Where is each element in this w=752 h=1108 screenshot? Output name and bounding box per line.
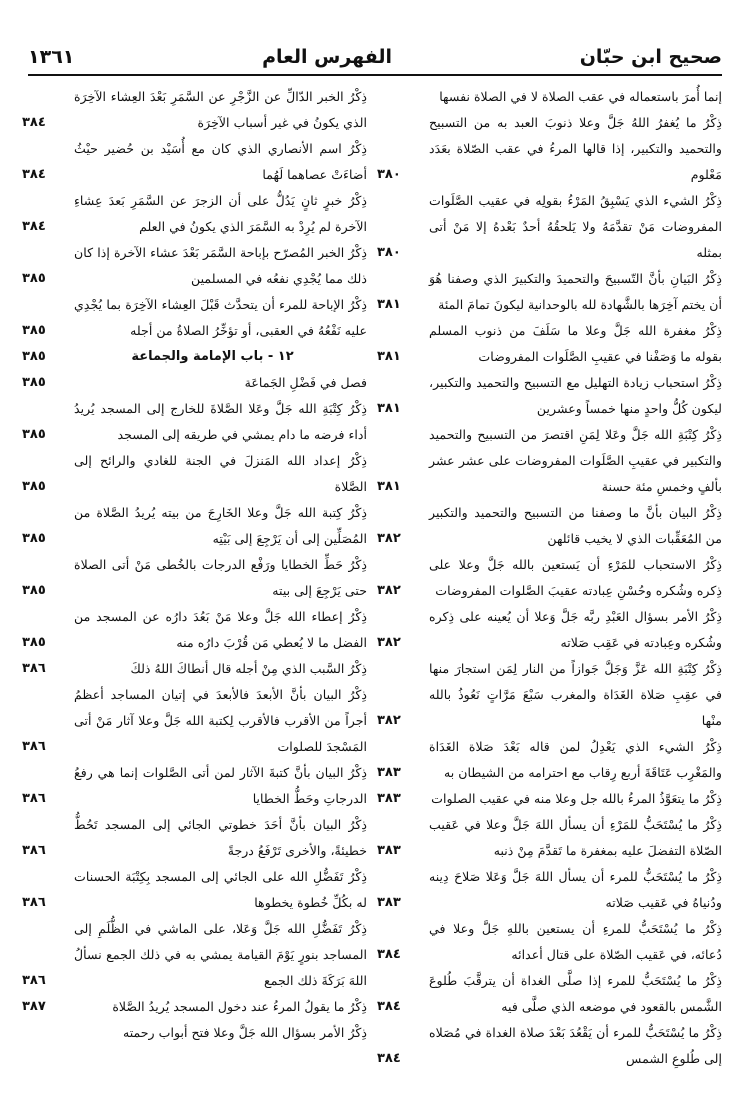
entry-page-number: ٣٨١ bbox=[377, 297, 401, 312]
entry-page-number: ٣٨٤ bbox=[22, 167, 46, 182]
entry-page-number: ٣٨٤ bbox=[22, 115, 46, 130]
entry-text: ذِكْرُ الإباحة للمرء أن يتحدَّث قَبْلَ العِشاء الآخِرَة بما يُجْدِي عليه نَفْعُهُ في العقبى، أو تؤخِّرُ الصلاةُ من أجله bbox=[74, 297, 367, 338]
index-entry bbox=[22, 760, 367, 812]
index-entry bbox=[377, 552, 722, 604]
index-entry bbox=[377, 266, 722, 318]
index-entry bbox=[377, 110, 722, 188]
entry-text: ذِكْرُ ما يقولُ المرءُ عند دخول المسجد يُريدُ الصَّلاة bbox=[112, 999, 367, 1014]
entry-text: ذِكْرُ خبرٍ ثانٍ يَدُلُّ على أن الزجرَ عن السَّمَرِ بَعدَ عِشاءِ الآخرة لم يُرِدْ به السَّمَرَ الذي يكونُ في العلم bbox=[74, 193, 367, 234]
entry-page-number: ٣٨٥ bbox=[22, 323, 46, 338]
book-title: صحيح ابن حبّان bbox=[579, 46, 722, 68]
entry-page-number: ٣٨١ bbox=[377, 479, 401, 494]
entry-page-number: ٣٨١ bbox=[377, 349, 401, 364]
entry-text: ١٢ - باب الإمامة والجماعة bbox=[131, 349, 294, 364]
index-entry bbox=[377, 84, 722, 110]
entry-page-number: ٣٨٦ bbox=[22, 661, 46, 676]
entry-page-number: ٣٨٠ bbox=[377, 245, 401, 260]
index-entry bbox=[377, 916, 722, 968]
entry-text: ذِكْرُ البيان بأنَّ كتبةَ الآثار لمن أتى الصَّلوات إنما هي رفعُ الدرجاتِ وحَطُّ الخطايا bbox=[74, 765, 367, 806]
entry-text: ذِكْرُ البيان بأنَّ الأبعدَ فالأبعدَ في إتيان المساجد أعظمُ أجراً من الأقرب فالأقرب لِكتبة الله جَلَّ وعلا آثار مَنْ أتى المَسْجدَ للصلوات bbox=[74, 687, 367, 754]
entry-text: ذِكْرُ الاستحباب للمَرْءِ أن يَستعين بالله جَلَّ وعلا على ذِكره وشُكره وحُسْنِ عِبادته عقيبَ الصَّلوات المفروضات bbox=[429, 557, 722, 598]
entry-text: ذِكْرُ ما يُسْتَحَبُّ للمَرْءِ أن يسأل اللهَ جَلَّ وعلا في عَقيب الصّلاة التفضلَ عليه بمغفرة ما تَقدَّمَ مِنْ ذنبه bbox=[429, 817, 722, 858]
section-title: الفهرس العام bbox=[262, 46, 393, 68]
entry-text: ذِكْرُ الشيء الذي يَسْبِقُ المَرْءُ بقولِه في عقيب الصَّلَوات المفروضات مَنْ تقدَّمَهُ ولا يَلحقُهُ أحدٌ بَعْدهُ إلا مَنْ أتى بمثله bbox=[429, 193, 722, 260]
entry-page-number: ٣٨٧ bbox=[22, 999, 46, 1014]
index-entry bbox=[22, 864, 367, 916]
index-entry bbox=[22, 994, 367, 1020]
section-heading bbox=[22, 344, 367, 370]
index-entry bbox=[22, 812, 367, 864]
index-entry bbox=[377, 734, 722, 786]
index-entry bbox=[377, 656, 722, 734]
entry-page-number: ٣٨٢ bbox=[377, 635, 401, 650]
entry-text: ذِكْرُ الأمر بسؤال الله جَلَّ وعلا فتح أبواب رحمته bbox=[122, 1025, 367, 1040]
index-entry bbox=[22, 136, 367, 188]
index-entry bbox=[22, 656, 367, 682]
index-entry bbox=[22, 604, 367, 656]
entry-text: ذِكْرُ الأمر بسؤال العَبْدِ ربَّه جَلَّ وَعلا أن يُعينه على ذِكره وشُكره وعِبادته في عَقِب صَلاته bbox=[429, 609, 722, 650]
index-entry bbox=[377, 500, 722, 552]
entry-page-number: ٣٨٣ bbox=[377, 791, 401, 806]
entry-text: إنما أُمرَ باستعماله في عقب الصلاة لا في الصلاة نفسها bbox=[439, 89, 722, 104]
entry-page-number: ٣٨٤ bbox=[377, 999, 401, 1014]
entry-page-number: ٣٨٥ bbox=[22, 635, 46, 650]
entry-text: ذِكْرُ استحباب زيادة التهليل مع التسبيح والتحميد والتكبير، ليكون كُلُّ واحدٍ منها خمساً وعشرين bbox=[429, 375, 722, 416]
index-entry bbox=[22, 240, 367, 292]
entry-text: ذِكْرُ البيان بأنَّ ما وصفنا من التسبيح والتحميد والتكبير من المُعَقِّبات الذي لا يخيب قائلهن bbox=[429, 505, 722, 546]
index-entry bbox=[377, 968, 722, 1020]
index-entry bbox=[22, 396, 367, 448]
entry-page-number: ٣٨٦ bbox=[22, 973, 46, 988]
index-entry bbox=[22, 916, 367, 994]
index-entry bbox=[377, 786, 722, 812]
index-entry bbox=[22, 188, 367, 240]
index-column-left bbox=[22, 84, 367, 1046]
entry-page-number: ٣٨٥ bbox=[22, 375, 46, 390]
entry-page-number: ٣٨٤ bbox=[377, 947, 401, 962]
entry-text: ذِكْرُ كِتْبَةِ الله جَلَّ وعَلا الصَّلاةَ للخارج إلى المسجد يُريدُ أداء فرضه ما دام يمشي في طريقه إلى المسجد bbox=[74, 401, 367, 442]
entry-text: ذِكْرُ ما يُسْتَحَبُّ للمرء أن يَقْعُدَ بَعْدَ صلاة الغداة في مُصَلاه إلى طُلوعِ الشمس bbox=[429, 1025, 722, 1066]
page-number: ١٣٦١ bbox=[28, 46, 75, 68]
entry-page-number: ٣٨٦ bbox=[22, 895, 46, 910]
index-entry bbox=[22, 448, 367, 500]
entry-text: ذِكْرُ ما يُسْتَحَبُّ للمرء أن يسأل اللهَ جَلَّ وَعَلا صَلاحَ دِينه ودُنياهُ في عَقيب صَلاته bbox=[429, 869, 722, 910]
entry-page-number: ٣٨٢ bbox=[377, 713, 401, 728]
entry-text: ذِكْرُ الخبر الدّالِّ عن الزَّجْرِ عن السَّمَرِ بَعْدَ العِشاء الآخِرَة الذي يكونُ في غير أسباب الآخِرَة bbox=[74, 89, 367, 130]
index-entry bbox=[377, 864, 722, 916]
entry-page-number: ٣٨٢ bbox=[377, 531, 401, 546]
index-list-left bbox=[22, 84, 367, 1046]
page-header bbox=[28, 40, 722, 76]
entry-text: ذِكْرُ ما يُسْتَحَبُّ للمرء إذا صلَّى الغداة أن يترقَّبَ طُلوعَ الشَّمس بالقعود في موضعه الذي صلَّى فيه bbox=[429, 973, 722, 1014]
entry-page-number: ٣٨٣ bbox=[377, 895, 401, 910]
index-entry bbox=[22, 682, 367, 760]
entry-text: ذِكْرُ السَّبب الذي مِنْ أجله قال أنطاكَ اللهُ ذلكَ bbox=[130, 661, 367, 676]
entry-page-number: ٣٨٥ bbox=[22, 427, 46, 442]
entry-text: ذِكْرُ ما يُغفرُ اللهُ جَلَّ وعلا ذنوبَ العبد به من التسبيح والتحميد والتكبير، إذا قالها المرءُ في عقب الصّلاة بعَدَد مَعْلوم bbox=[429, 115, 722, 182]
entry-page-number: ٣٨١ bbox=[377, 401, 401, 416]
entry-text: ذِكْرُ الخبر المُصرّح بإباحة السَّمَر بَعْدَ عشاء الآخرة إذا كان ذلك مما يُجْدِي نفعُه في المسلمين bbox=[74, 245, 367, 286]
entry-page-number: ٣٨٦ bbox=[22, 739, 46, 754]
entry-text: ذِكْرُ كِتْبَةِ الله عَزَّ وَجَلَّ جَوازاً من النار لِمَن استجارَ منها في عقِبِ صَلاة الغَدَاة والمغرب سَبْعَ مَرَّاتٍ نَعُوذُ بالله منْها bbox=[429, 661, 722, 728]
index-entry bbox=[377, 188, 722, 266]
entry-text: ذِكْرُ إعداد الله المَنزلَ في الجنة للغادي والرائح إلى الصَّلاة bbox=[74, 453, 367, 494]
index-entry bbox=[22, 84, 367, 136]
entry-page-number: ٣٨٣ bbox=[377, 765, 401, 780]
entry-page-number: ٣٨٤ bbox=[22, 219, 46, 234]
index-entry bbox=[377, 812, 722, 864]
entry-page-number: ٣٨٤ bbox=[377, 1051, 401, 1066]
index-entry bbox=[22, 552, 367, 604]
entry-text: فصل في فَضْلِ الجَماعَة bbox=[244, 375, 367, 390]
entry-text: ذِكْرُ مغفرة الله جَلَّ وعلا ما سَلَفَ من ذنوب المسلم بقوله ما وَصَفْنا في عقيبِ الصَّلَوات المفروضات bbox=[429, 323, 722, 364]
entry-page-number: ٣٨٣ bbox=[377, 843, 401, 858]
entry-text: ذِكْرُ كِتبة الله جَلَّ وعلا الخَارِجَ من بيته يُريدُ الصَّلاة من المُصَلِّين إلى أن يَرْجِعَ إلى بَيْتِه bbox=[74, 505, 367, 546]
entry-page-number: ٣٨٥ bbox=[22, 583, 46, 598]
index-entry bbox=[22, 370, 367, 396]
entry-text: ذِكْرُ البيان بأنَّ أحَدَ خطوتي الجائي إلى المسجد تَحُطُّ خطيئةً، والأخرى تَرْفَعُ درجةً bbox=[74, 817, 367, 858]
index-entry bbox=[377, 604, 722, 656]
entry-page-number: ٣٨٥ bbox=[22, 349, 46, 364]
entry-page-number: ٣٨٦ bbox=[22, 843, 46, 858]
entry-text: ذِكْرُ البَيانِ بأنَّ التّسبيحَ والتحميدَ والتكبيرَ الذي وصفنا هُوَ أن يختم آخِرَها بالشَّهادة لله بالوحدانية ليكونَ تمامَ المئة bbox=[429, 271, 722, 312]
entry-page-number: ٣٨٥ bbox=[22, 531, 46, 546]
index-column-right bbox=[377, 84, 722, 1072]
entry-page-number: ٣٨٦ bbox=[22, 791, 46, 806]
entry-page-number: ٣٨٥ bbox=[22, 479, 46, 494]
entry-page-number: ٣٨٥ bbox=[22, 271, 46, 286]
entry-text: ذِكْرُ حَطِّ الخطايا ورَفْع الدرجات بالخُطى مَنْ أتى الصلاة حتى يَرْجِعَ إلى بيته bbox=[74, 557, 367, 598]
entry-text: ذِكْرُ كِتْبَةِ الله جَلَّ وعَلا لِمَنِ اقتصرَ من التسبيح والتحميد والتكبير في عقيبِ الصَّلَوات المفروضات على عشر عشر بألفٍ وخمسِ مئة حسنة bbox=[429, 427, 722, 494]
entry-text: ذِكْرُ تَفَضُّلِ الله على الجائي إلى المسجد بِكِتْبَة الحسنات له بكُلِّ خُطوة يخطوها bbox=[74, 869, 367, 910]
index-entry bbox=[377, 318, 722, 370]
entry-text: ذِكْرُ ما يتعَوَّذُ المرءُ بالله جل وعلا منه في عقيب الصلوات bbox=[431, 791, 722, 806]
index-entry bbox=[22, 500, 367, 552]
index-entry bbox=[22, 1020, 367, 1046]
index-list-right bbox=[377, 84, 722, 1072]
entry-text: ذِكْرُ اسم الأنصاري الذي كان مع أُسَيْد بن حُضير حيْثُ أضاءَتْ عصاهما لَهُما bbox=[74, 141, 367, 182]
index-entry bbox=[377, 1020, 722, 1072]
index-entry bbox=[22, 292, 367, 344]
index-entry bbox=[377, 422, 722, 500]
entry-text: ذِكْرُ الشيء الذي يَعْدِلُ لمن قاله بَعْدَ صَلاة الغَدَاة والمَغْرِب عَتَاقَةَ أربع رِقاب مع احترامه من الشيطان به bbox=[429, 739, 722, 780]
entry-text: ذِكْرُ ما يُسْتَحَبُّ للمرءِ أن يستعين باللهِ جَلَّ وعلا في دُعائه، في عَقيب الصّلاة على قتال أعدائه bbox=[429, 921, 722, 962]
index-entry bbox=[377, 370, 722, 422]
entry-page-number: ٣٨٠ bbox=[377, 167, 401, 182]
entry-page-number: ٣٨٢ bbox=[377, 583, 401, 598]
entry-text: ذِكْرُ إعطاء الله جَلَّ وعلا مَنْ بَعُدَ دارُه عن المسجد من الفضل ما لا يُعطي مَن قُرْبَ دارُه منه bbox=[74, 609, 367, 650]
entry-text: ذِكْرُ تَفَضُّلِ الله جَلَّ وَعَلا، على الماشي في الظُّلَمِ إلى المساجد بنورٍ يَوْمَ القيامة يمشي به في ذلك الجمع نسألُ اللهَ بَرَكَةَ ذلك الجمع bbox=[74, 921, 367, 988]
